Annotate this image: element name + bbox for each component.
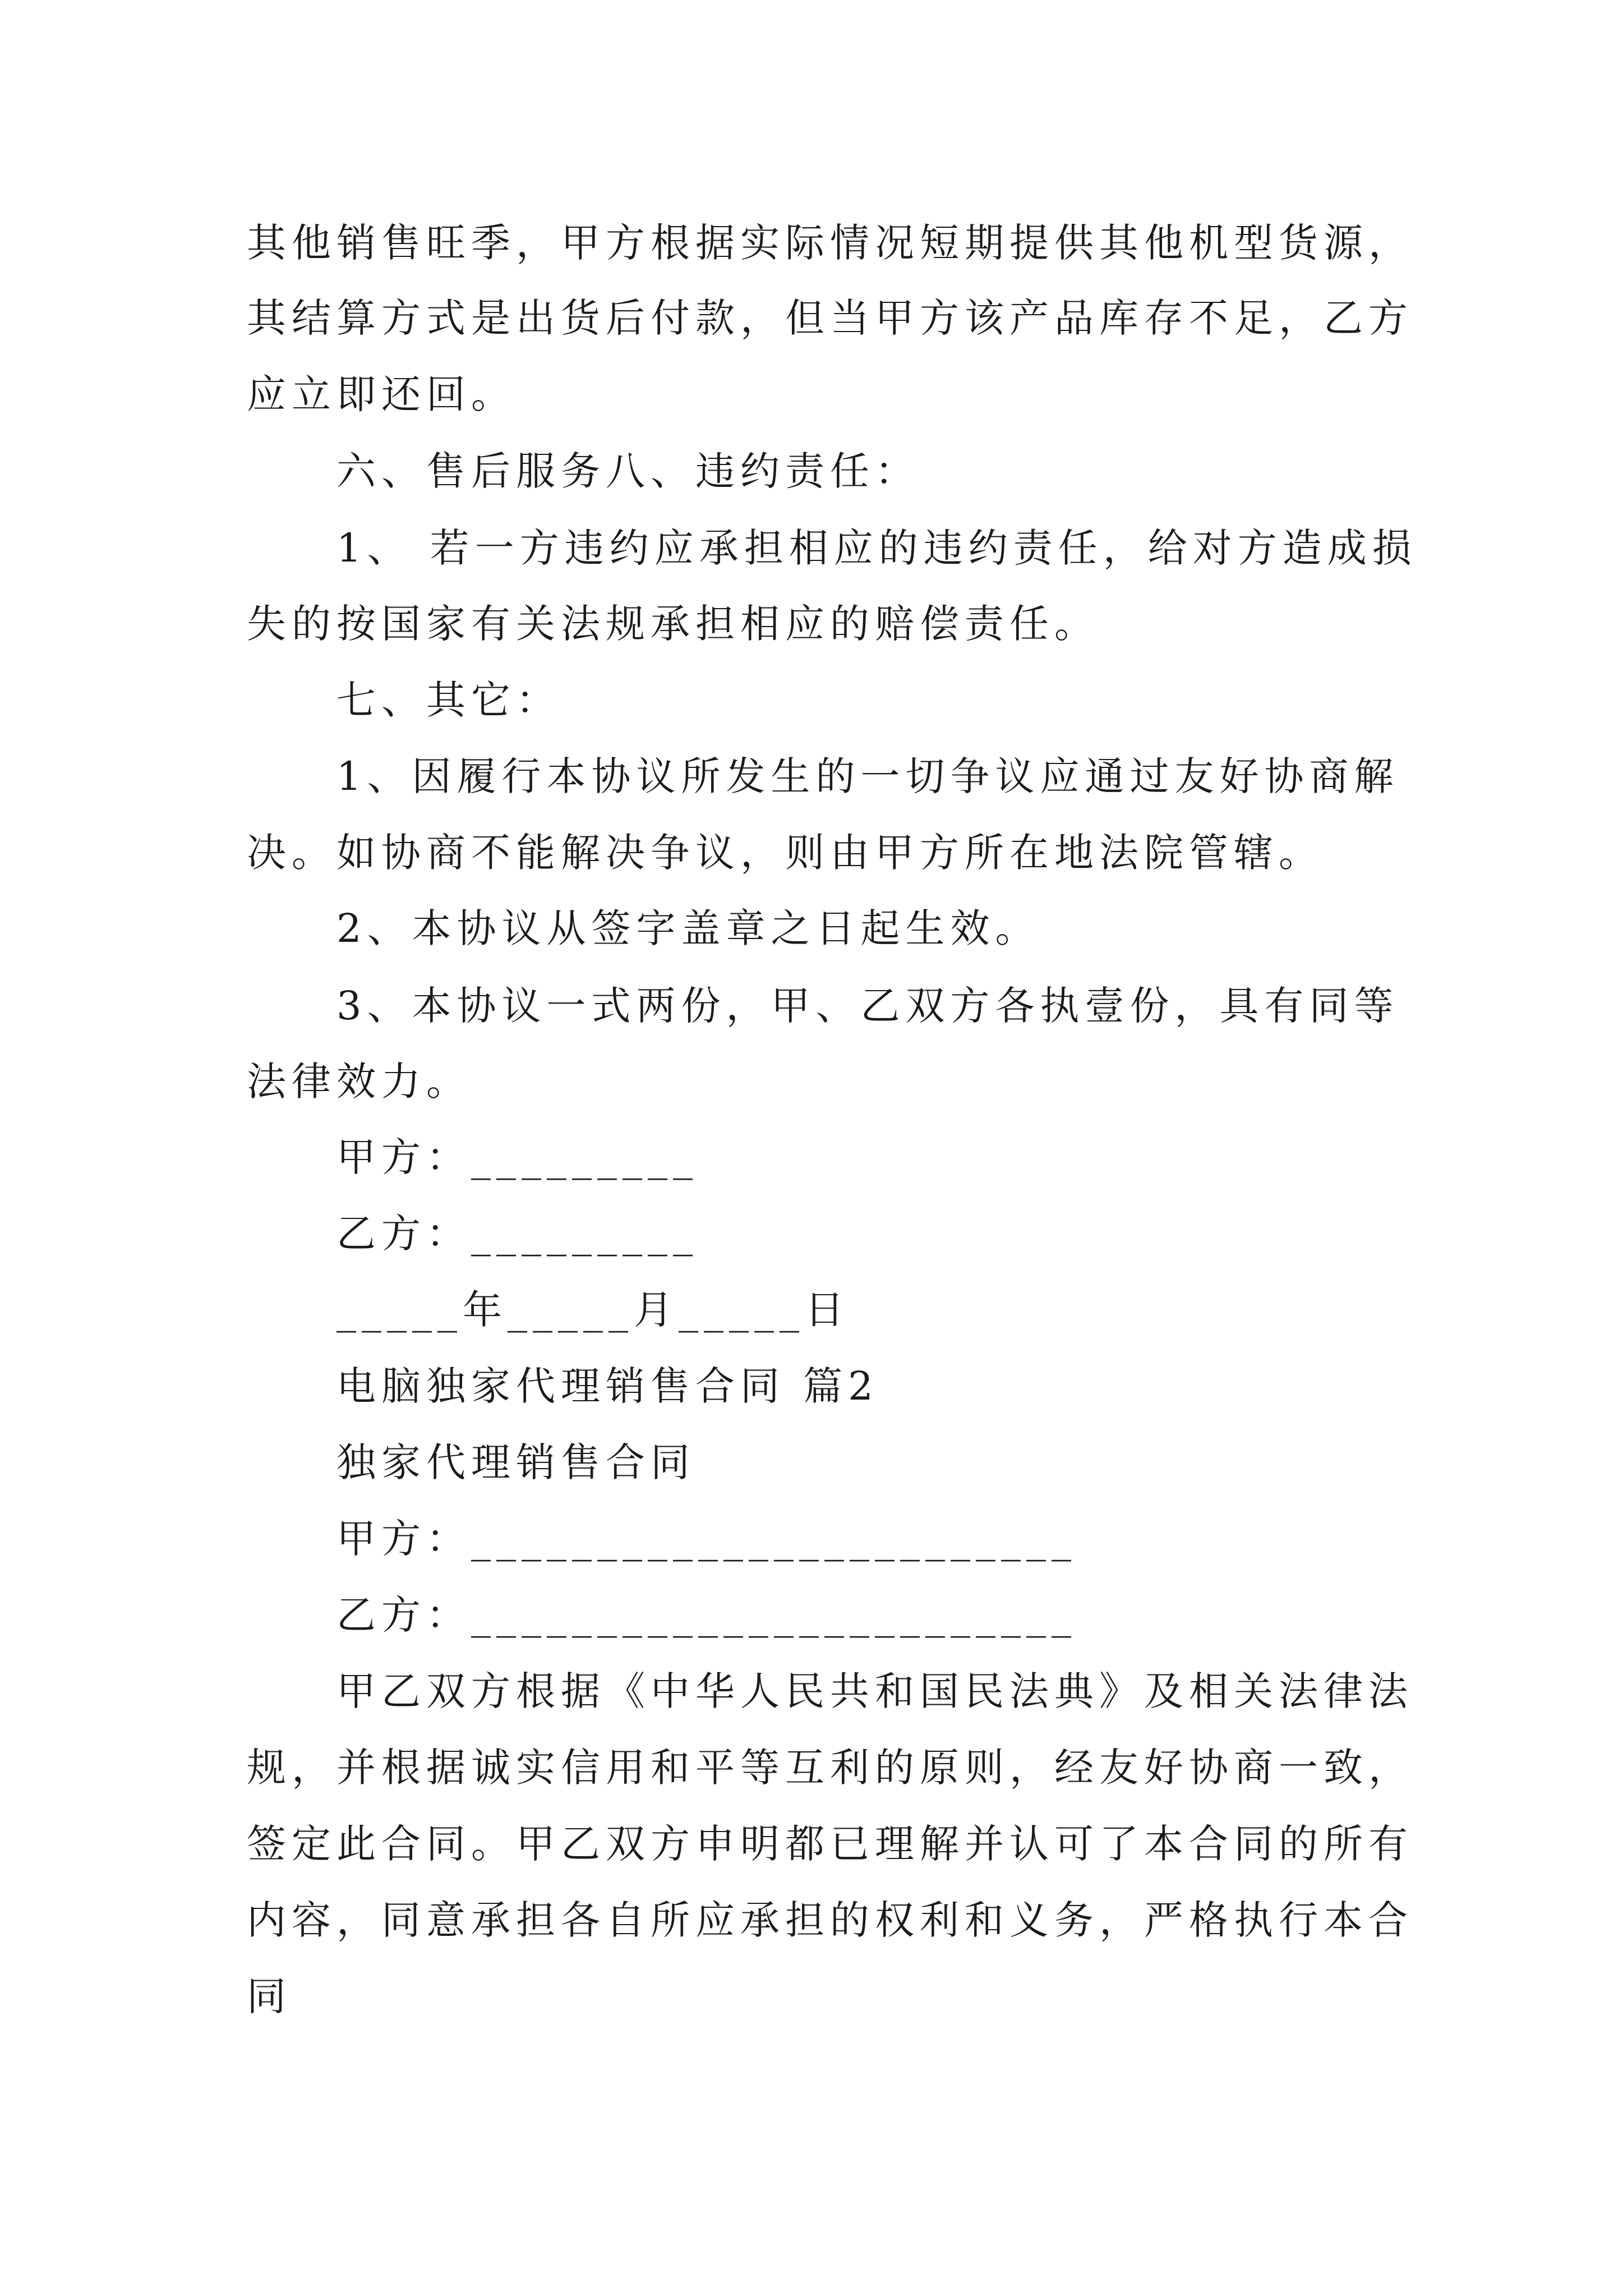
paragraph-line: 失的按国家有关法规承担相应的赔偿责任。 [247, 601, 1099, 647]
paragraph-line: 3、本协议一式两份，甲、乙双方各执壹份，具有同等 [336, 983, 1399, 1029]
paragraph-line: 2、本协议从签字盖章之日起生效。 [336, 905, 1040, 951]
party-a-signature-line: 甲方：_________ [336, 1134, 698, 1180]
section-heading: 六、售后服务八、违约责任： [336, 448, 920, 494]
paragraph-line: 其结算方式是出货后付款，但当甲方该产品库存不足，乙方 [247, 295, 1413, 341]
paragraph-line: 甲乙双方根据《中华人民共和国民法典》及相关法律法 [336, 1668, 1413, 1714]
paragraph-line: 签定此合同。甲乙双方申明都已理解并认可了本合同的所有 [247, 1821, 1413, 1867]
paragraph-line: 决。如协商不能解决争议，则由甲方所在地法院管辖。 [247, 830, 1324, 876]
paragraph-line: 法律效力。 [247, 1059, 471, 1105]
party-b-field: 乙方：________________________ [336, 1592, 1077, 1638]
party-a-field: 甲方：________________________ [336, 1516, 1077, 1562]
party-b-signature-line: 乙方：_________ [336, 1211, 698, 1257]
paragraph-line: 规，并根据诚实信用和平等互利的原则，经友好协商一致， [247, 1745, 1413, 1791]
paragraph-line: 同 [247, 1973, 292, 2019]
contract-title: 独家代理销售合同 [336, 1439, 695, 1485]
paragraph-line: 内容，同意承担各自所应承担的权利和义务，严格执行本合 [247, 1897, 1413, 1943]
document-section-title: 电脑独家代理销售合同 篇2 [336, 1363, 879, 1409]
section-heading: 七、其它： [336, 677, 561, 723]
paragraph-line: 1、因履行本协议所发生的一切争议应通过友好协商解 [336, 753, 1399, 799]
date-line: _____年_____月_____日 [336, 1287, 850, 1333]
paragraph-line: 1、 若一方违约应承担相应的违约责任，给对方造成损 [336, 525, 1417, 571]
paragraph-line: 其他销售旺季，甲方根据实际情况短期提供其他机型货源， [247, 220, 1413, 266]
paragraph-line: 应立即还回。 [247, 371, 516, 417]
